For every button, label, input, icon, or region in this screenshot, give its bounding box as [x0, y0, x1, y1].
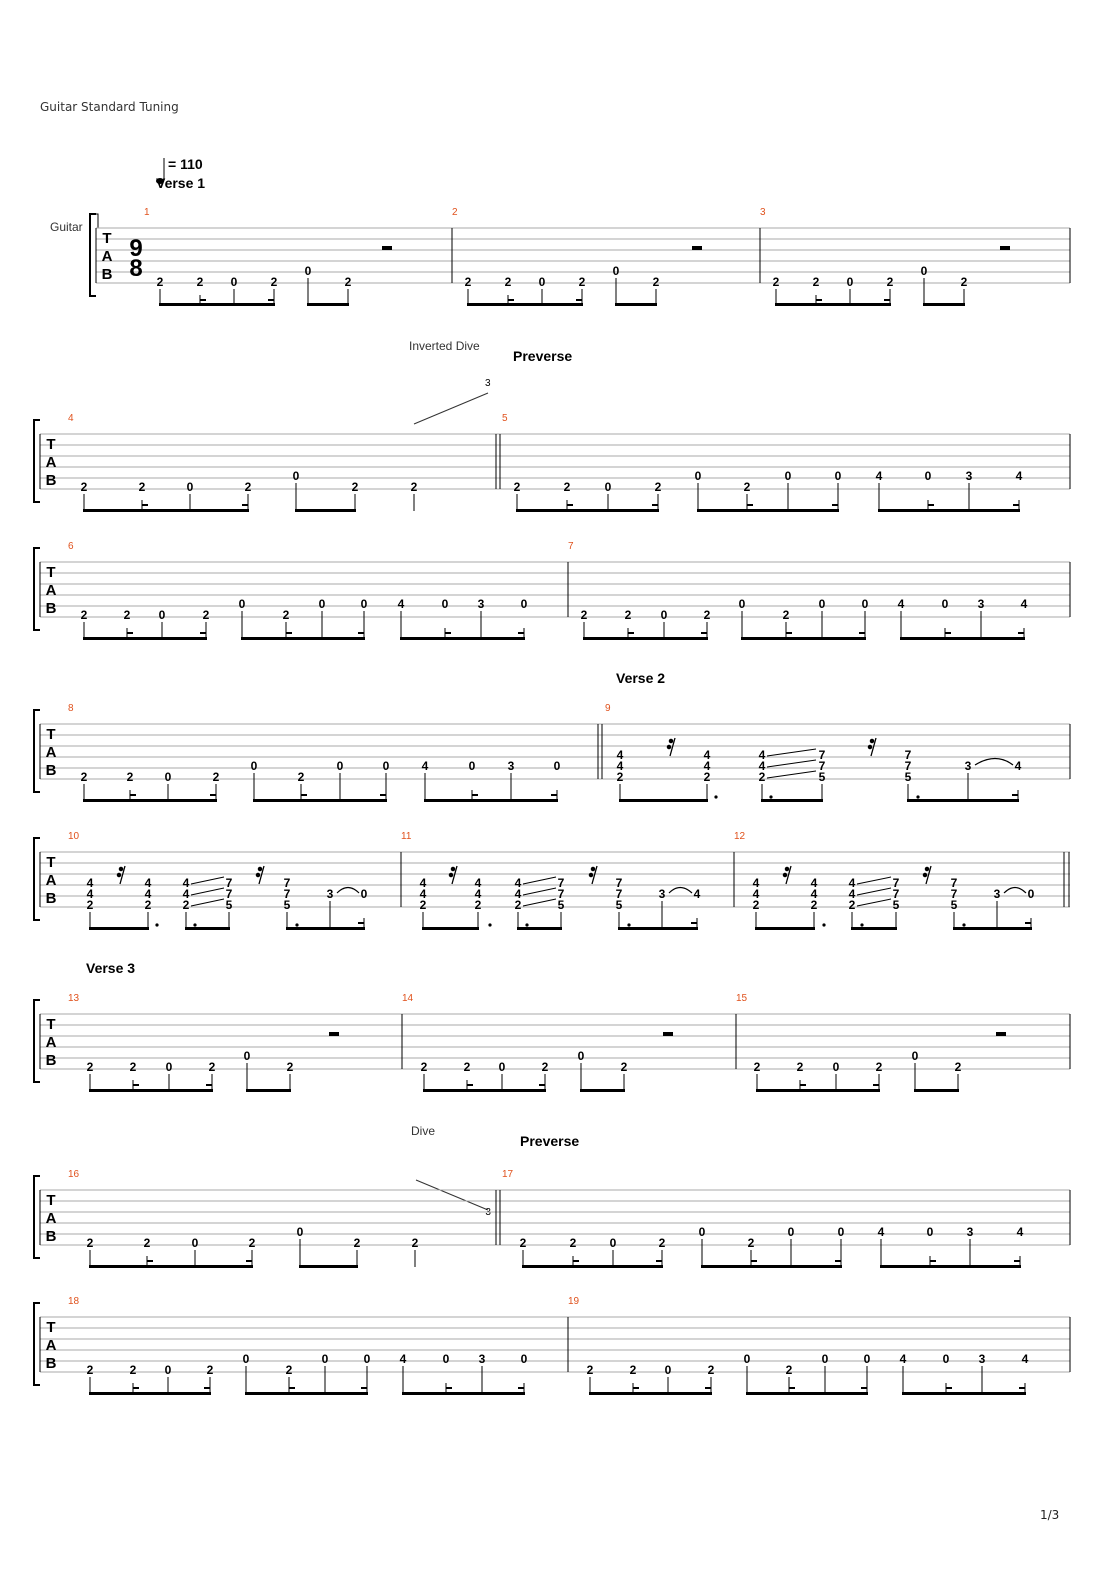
tab-note: 2	[129, 1060, 137, 1074]
tab-note: 4	[1021, 1352, 1029, 1366]
tab-note: 7	[892, 876, 900, 890]
tab-note: 4	[703, 759, 711, 773]
tie-arc	[975, 759, 1013, 766]
tab-note: 2	[285, 1363, 293, 1377]
measure-number: 5	[502, 413, 508, 424]
tab-note: 2	[758, 770, 766, 784]
tab-note: 2	[960, 275, 968, 289]
tab-note: 4	[144, 876, 152, 890]
tab-note: 0	[941, 597, 949, 611]
system-5	[34, 831, 1070, 930]
measure-19-notes	[587, 1352, 1029, 1377]
measure-5-notes	[514, 469, 1023, 494]
tab-note: 0	[837, 1225, 845, 1239]
tab-note: 2	[514, 898, 522, 912]
measure-number: 2	[452, 207, 458, 218]
measure-4-notes	[81, 469, 418, 494]
measure-number: 4	[68, 413, 74, 424]
tab-note: 4	[419, 887, 427, 901]
measure-number: 10	[68, 831, 80, 842]
tab-note: 0	[360, 887, 368, 901]
tab-letter-b: B	[45, 1228, 57, 1245]
tab-note: 0	[694, 469, 702, 483]
tab-note: 7	[225, 876, 233, 890]
tab-note: 3	[478, 1352, 486, 1366]
tab-note: 5	[283, 898, 291, 912]
effect-inverted-dive: Inverted Dive	[409, 339, 480, 353]
tab-letter-b: B	[45, 472, 57, 489]
slides	[767, 749, 816, 778]
tab-note: 0	[609, 1236, 617, 1250]
tab-note: 2	[156, 275, 164, 289]
tab-note: 2	[616, 770, 624, 784]
time-sig-top: 9	[129, 235, 143, 262]
tab-note: 2	[182, 898, 190, 912]
tab-note: 7	[225, 887, 233, 901]
tab-note: 0	[832, 1060, 840, 1074]
tab-note: 0	[538, 275, 546, 289]
tab-note: 0	[230, 275, 238, 289]
tab-letter-a: A	[45, 744, 57, 761]
measure-number: 7	[568, 541, 574, 552]
tab-letter-b: B	[45, 1052, 57, 1069]
effect-dive: Dive	[411, 1124, 436, 1138]
tab-note: 0	[834, 469, 842, 483]
tab-note: 2	[703, 608, 711, 622]
tab-note: 0	[664, 1363, 672, 1377]
measure-13-notes	[87, 1049, 294, 1074]
tab-note: 2	[624, 608, 632, 622]
tab-note: 7	[904, 759, 912, 773]
tab-note: 7	[557, 887, 565, 901]
sixteenth-rests	[667, 738, 876, 756]
tab-note: 0	[296, 1225, 304, 1239]
tab-note: 2	[143, 1236, 151, 1250]
rest-symbol	[1000, 246, 1010, 250]
system-4	[34, 703, 1070, 802]
tab-note: 0	[738, 597, 746, 611]
tab-note: 2	[578, 275, 586, 289]
tab-note: 2	[563, 480, 571, 494]
tab-note: 2	[212, 770, 220, 784]
tab-note: 4	[877, 1225, 885, 1239]
tab-letter-b: B	[45, 890, 57, 907]
tab-note: 2	[196, 275, 204, 289]
tab-note: 2	[80, 770, 88, 784]
tab-note: 2	[875, 1060, 883, 1074]
tab-note: 0	[520, 597, 528, 611]
tab-letter-a: A	[45, 1210, 57, 1227]
rest-symbol	[692, 246, 702, 250]
tab-note: 3	[658, 887, 666, 901]
tab-note: 0	[382, 759, 390, 773]
tab-note: 4	[752, 887, 760, 901]
tab-note: 4	[86, 876, 94, 890]
tab-note: 4	[616, 748, 624, 762]
tab-note: 2	[206, 1363, 214, 1377]
tab-note: 2	[772, 275, 780, 289]
tab-note: 0	[441, 597, 449, 611]
tab-note: 2	[270, 275, 278, 289]
measure-2-notes	[465, 264, 660, 289]
system-7	[34, 1169, 1070, 1268]
tab-note: 2	[474, 898, 482, 912]
tab-note: 7	[818, 748, 826, 762]
effect-dive-amount: -3	[482, 1207, 491, 1218]
measure-number: 6	[68, 541, 74, 552]
measure-16-notes	[87, 1225, 419, 1250]
rest-symbol	[996, 1032, 1006, 1036]
tab-note: 0	[292, 469, 300, 483]
tab-note: 2	[620, 1060, 628, 1074]
tab-note: 0	[1027, 887, 1035, 901]
tab-note: 3	[993, 887, 1001, 901]
measure-number: 3	[760, 207, 766, 218]
tab-note: 2	[419, 898, 427, 912]
tab-note: 2	[569, 1236, 577, 1250]
tab-note: 5	[225, 898, 233, 912]
tab-note: 0	[165, 1060, 173, 1074]
tab-note: 2	[463, 1060, 471, 1074]
measure-number: 9	[605, 703, 611, 714]
measure-8-notes	[81, 759, 561, 784]
tab-note: 4	[616, 759, 624, 773]
tab-note: 0	[818, 597, 826, 611]
time-sig-bottom: 8	[129, 255, 143, 282]
tab-note: 0	[363, 1352, 371, 1366]
tab-note: 4	[1016, 1225, 1024, 1239]
tab-note: 2	[464, 275, 472, 289]
tab-note: 0	[238, 597, 246, 611]
section-preverse-2: Preverse	[520, 1133, 580, 1149]
section-verse-2: Verse 2	[616, 670, 666, 686]
section-preverse: Preverse	[513, 348, 573, 364]
tab-note: 0	[553, 759, 561, 773]
tab-note: 2	[351, 480, 359, 494]
tab-note: 0	[191, 1236, 199, 1250]
tab-note: 4	[810, 887, 818, 901]
tab-note: 2	[129, 1363, 137, 1377]
tab-note: 2	[812, 275, 820, 289]
measure-15-notes	[754, 1049, 962, 1074]
measure-6-notes	[81, 597, 528, 622]
tab-note: 2	[410, 480, 418, 494]
tab-note: 0	[321, 1352, 329, 1366]
tuning-label: Guitar Standard Tuning	[40, 100, 179, 114]
tab-note: 0	[920, 264, 928, 278]
tab-note: 4	[848, 887, 856, 901]
tab-note: 2	[753, 1060, 761, 1074]
tab-note: 2	[86, 1363, 94, 1377]
tab-letter-t: T	[46, 854, 56, 871]
tab-note: 4	[810, 876, 818, 890]
tab-note: 7	[283, 876, 291, 890]
tab-note: 5	[615, 898, 623, 912]
tab-note: 0	[660, 608, 668, 622]
system-3	[34, 541, 1070, 640]
measure-number: 16	[68, 1169, 80, 1180]
measure-number: 13	[68, 993, 80, 1004]
tab-note: 4	[752, 876, 760, 890]
measure-7-notes	[581, 597, 1028, 622]
system-2	[34, 413, 1070, 512]
tab-note: 4	[144, 887, 152, 901]
tab-note: 4	[897, 597, 905, 611]
tab-note: 3	[978, 1352, 986, 1366]
tab-note: 2	[810, 898, 818, 912]
tab-note: 2	[202, 608, 210, 622]
tab-note: 0	[318, 597, 326, 611]
tab-note: 2	[541, 1060, 549, 1074]
tab-note: 2	[504, 275, 512, 289]
tab-note: 0	[911, 1049, 919, 1063]
tab-letter-t: T	[46, 1319, 56, 1336]
tab-note: 5	[904, 770, 912, 784]
tab-note: 2	[513, 480, 521, 494]
tab-note: 0	[158, 608, 166, 622]
tab-note: 2	[138, 480, 146, 494]
tab-note: 2	[282, 608, 290, 622]
rhythm-beams	[160, 278, 348, 305]
tab-note: 2	[519, 1236, 527, 1250]
system-6	[34, 993, 1070, 1092]
tab-note: 4	[514, 876, 522, 890]
tab-letter-a: A	[45, 872, 57, 889]
tab-letter-b: B	[45, 600, 57, 617]
rest-symbol	[382, 246, 392, 250]
measure-number: 19	[568, 1296, 580, 1307]
tab-note: 5	[950, 898, 958, 912]
tab-note: 2	[796, 1060, 804, 1074]
tab-note: 4	[514, 887, 522, 901]
tab-note: 2	[208, 1060, 216, 1074]
page-number: 1/3	[1040, 1508, 1060, 1522]
tab-note: 7	[904, 748, 912, 762]
tab-note: 4	[1015, 469, 1023, 483]
measure-number: 12	[734, 831, 746, 842]
dive-line	[416, 1180, 488, 1210]
tab-letter-b: B	[45, 1355, 57, 1372]
tab-note: 7	[950, 876, 958, 890]
tab-note: 4	[182, 876, 190, 890]
section-verse-3: Verse 3	[86, 960, 136, 976]
tab-note: 2	[248, 1236, 256, 1250]
tab-note: 0	[577, 1049, 585, 1063]
tab-note: 2	[629, 1363, 637, 1377]
tab-letter-b: B	[45, 762, 57, 779]
tab-note: 0	[743, 1352, 751, 1366]
measure-number: 15	[736, 993, 748, 1004]
tab-letter-b: B	[101, 266, 113, 283]
tab-note: 2	[782, 608, 790, 622]
tab-note: 2	[785, 1363, 793, 1377]
tab-note: 0	[924, 469, 932, 483]
tab-note: 3	[477, 597, 485, 611]
tab-note: 4	[182, 887, 190, 901]
tab-note: 4	[703, 748, 711, 762]
tab-letter-a: A	[45, 454, 57, 471]
tab-letter-a: A	[101, 248, 113, 265]
system-1	[90, 207, 1070, 306]
tab-note: 0	[186, 480, 194, 494]
tab-note: 7	[818, 759, 826, 773]
measure-1-notes	[157, 264, 352, 289]
tab-note: 3	[977, 597, 985, 611]
measure-number: 11	[401, 831, 412, 842]
tab-note: 7	[557, 876, 565, 890]
measure-number: 8	[68, 703, 74, 714]
tab-note: 2	[654, 480, 662, 494]
measure-14-notes	[421, 1049, 628, 1074]
tab-note: 2	[747, 1236, 755, 1250]
tab-note: 0	[604, 480, 612, 494]
tab-note: 0	[520, 1352, 528, 1366]
tab-note: 4	[848, 876, 856, 890]
tab-note: 2	[353, 1236, 361, 1250]
tab-note: 0	[863, 1352, 871, 1366]
tab-note: 0	[698, 1225, 706, 1239]
rest-symbol	[329, 1032, 339, 1036]
tab-note: 0	[468, 759, 476, 773]
tab-note: 2	[886, 275, 894, 289]
tab-note: 0	[243, 1049, 251, 1063]
tab-note: 4	[693, 887, 701, 901]
tab-note: 2	[743, 480, 751, 494]
tab-note: 2	[344, 275, 352, 289]
tab-letter-t: T	[102, 230, 112, 247]
tab-note: 0	[336, 759, 344, 773]
tab-note: 4	[397, 597, 405, 611]
tab-note: 2	[244, 480, 252, 494]
tab-note: 2	[126, 770, 134, 784]
tab-note: 4	[474, 887, 482, 901]
tab-note: 7	[615, 887, 623, 901]
tab-note: 2	[586, 1363, 594, 1377]
measure-18-notes	[87, 1352, 528, 1377]
tab-note: 2	[658, 1236, 666, 1250]
tab-note: 0	[821, 1352, 829, 1366]
tab-letter-t: T	[46, 1016, 56, 1033]
tab-note: 3	[964, 759, 972, 773]
tab-note: 4	[758, 748, 766, 762]
tab-note: 4	[421, 759, 429, 773]
measure-number: 14	[402, 993, 414, 1004]
section-verse-1: Verse 1	[156, 175, 206, 191]
tab-note: 0	[360, 597, 368, 611]
tab-note: 5	[892, 898, 900, 912]
measure-number: 18	[68, 1296, 80, 1307]
tab-note: 2	[144, 898, 152, 912]
tab-letter-t: T	[46, 1192, 56, 1209]
rest-symbol	[663, 1032, 673, 1036]
tab-note: 0	[612, 264, 620, 278]
tab-letter-a: A	[45, 1034, 57, 1051]
tab-note: 2	[848, 898, 856, 912]
tab-note: 2	[86, 1060, 94, 1074]
tab-note: 7	[283, 887, 291, 901]
tab-note: 2	[80, 480, 88, 494]
tab-note: 3	[507, 759, 515, 773]
tab-note: 4	[474, 876, 482, 890]
tab-note: 7	[615, 876, 623, 890]
tab-note: 2	[411, 1236, 419, 1250]
tab-note: 0	[242, 1352, 250, 1366]
tab-note: 2	[420, 1060, 428, 1074]
tab-note: 0	[304, 264, 312, 278]
tab-note: 0	[164, 770, 172, 784]
tab-note: 3	[966, 1225, 974, 1239]
tab-note: 0	[846, 275, 854, 289]
tab-note: 2	[86, 898, 94, 912]
tab-note: 0	[784, 469, 792, 483]
measure-3-notes	[773, 264, 968, 289]
tab-letter-a: A	[45, 1337, 57, 1354]
effect-dive-amount: 3	[485, 378, 491, 389]
tab-note: 4	[899, 1352, 907, 1366]
tab-note: 4	[758, 759, 766, 773]
tab-note: 2	[86, 1236, 94, 1250]
dive-line	[414, 393, 488, 424]
measure-number: 17	[502, 1169, 514, 1180]
tab-note: 4	[875, 469, 883, 483]
tab-note: 4	[419, 876, 427, 890]
tab-note: 0	[926, 1225, 934, 1239]
tab-letter-t: T	[46, 436, 56, 453]
tab-note: 2	[752, 898, 760, 912]
tab-note: 0	[861, 597, 869, 611]
tab-note: 2	[707, 1363, 715, 1377]
tempo-value: = 110	[168, 156, 203, 172]
tab-note: 2	[297, 770, 305, 784]
tab-note: 0	[498, 1060, 506, 1074]
tab-note: 2	[703, 770, 711, 784]
tab-note: 2	[954, 1060, 962, 1074]
tab-letter-t: T	[46, 564, 56, 581]
tab-note: 4	[1014, 759, 1022, 773]
tab-letter-a: A	[45, 582, 57, 599]
tab-note: 5	[557, 898, 565, 912]
tab-letter-t: T	[46, 726, 56, 743]
tab-note: 2	[286, 1060, 294, 1074]
tab-note: 2	[80, 608, 88, 622]
measure-number: 1	[144, 207, 150, 218]
tab-note: 0	[787, 1225, 795, 1239]
system-8	[34, 1296, 1070, 1395]
measure-17-notes	[520, 1225, 1024, 1250]
tab-note: 4	[399, 1352, 407, 1366]
tab-note: 4	[86, 887, 94, 901]
tab-note: 2	[652, 275, 660, 289]
tab-note: 4	[1020, 597, 1028, 611]
tab-note: 3	[965, 469, 973, 483]
instrument-name: Guitar	[50, 220, 83, 234]
tab-note: 7	[892, 887, 900, 901]
tab-note: 0	[250, 759, 258, 773]
tab-note: 7	[950, 887, 958, 901]
tab-note: 0	[442, 1352, 450, 1366]
tab-note: 0	[942, 1352, 950, 1366]
tab-note: 2	[580, 608, 588, 622]
tab-note: 3	[326, 887, 334, 901]
tab-note: 5	[818, 770, 826, 784]
tab-note: 2	[123, 608, 131, 622]
tab-note: 0	[164, 1363, 172, 1377]
